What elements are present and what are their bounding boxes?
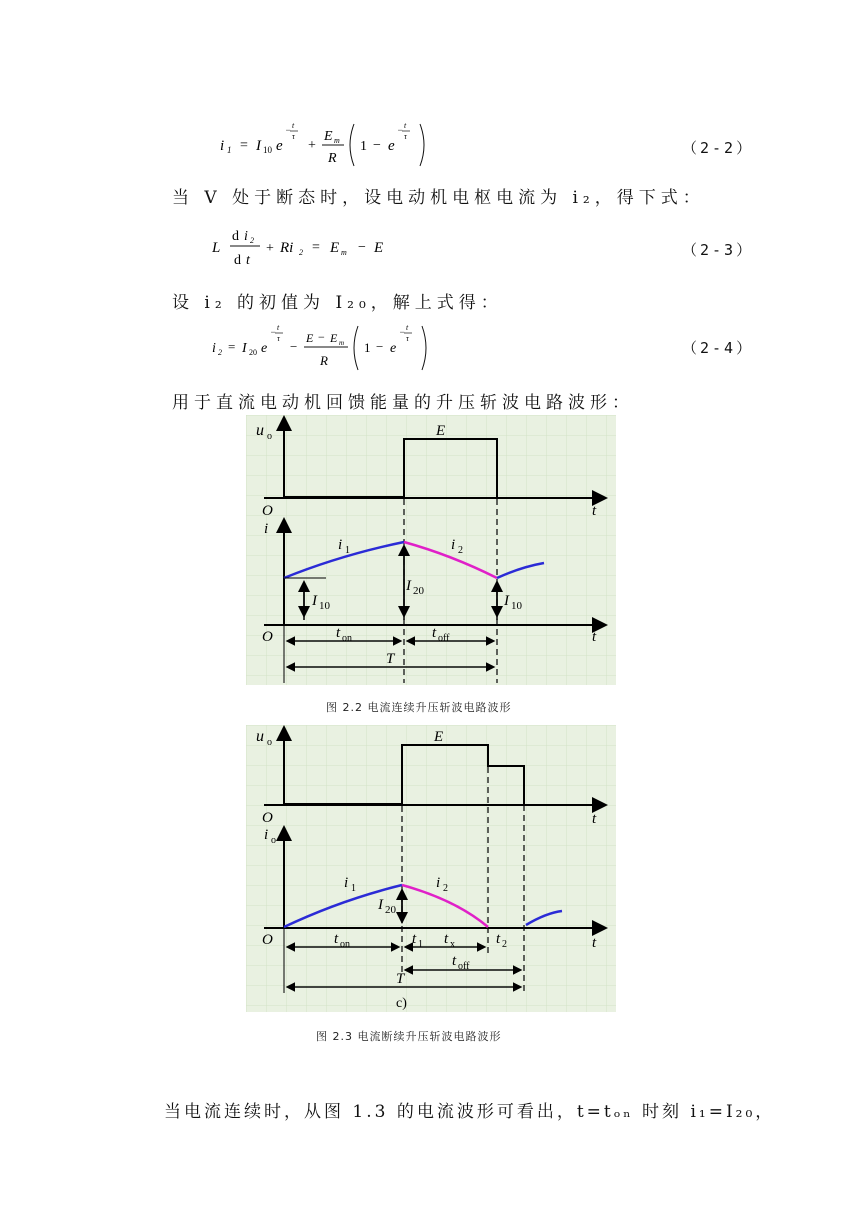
label-ton-sub: on (342, 633, 352, 644)
label-io-sub: o (271, 835, 276, 846)
label-ton: t (334, 931, 339, 947)
label-T: T (396, 971, 405, 987)
label-t: t (592, 811, 597, 827)
label-I10-sub: 10 (319, 600, 330, 612)
label-ton-sub: on (340, 939, 350, 950)
figure-caption: 图 2.2 电流连续升压斩波电路波形 (326, 701, 512, 714)
label-O: O (262, 932, 273, 948)
svg-text:1: 1 (360, 139, 367, 154)
svg-text:−: − (373, 138, 381, 153)
label-i2: i (436, 875, 441, 891)
label-I20: I (406, 578, 411, 594)
label-t: t (592, 503, 597, 519)
label-t1: t (412, 931, 417, 947)
label-O: O (262, 810, 273, 826)
equation-2-2-svg (220, 118, 480, 170)
svg-text:+: + (308, 138, 316, 153)
label-i1: i (344, 875, 349, 891)
svg-text:τ: τ (292, 132, 295, 141)
label-i1: i (338, 537, 343, 553)
label-i1-sub: 1 (345, 545, 350, 556)
label-uo: u (256, 728, 264, 745)
label-I10: I (312, 593, 317, 609)
label-t: t (592, 935, 597, 951)
svg-text:2: 2 (250, 236, 254, 245)
svg-text:e: e (261, 341, 268, 356)
svg-text:1: 1 (364, 340, 371, 355)
paragraph: 用于直流电动机回馈能量的升压斩波电路波形： (172, 393, 634, 413)
svg-text:−: − (397, 125, 404, 135)
svg-text:t: t (246, 253, 250, 268)
svg-text:τ: τ (404, 132, 407, 141)
svg-text:e: e (276, 138, 283, 154)
svg-text:−: − (285, 125, 292, 135)
label-E: E (434, 729, 444, 745)
svg-text:i: i (220, 138, 225, 154)
label-O: O (262, 629, 273, 645)
label-i2: i (451, 537, 456, 553)
label-E: E (436, 423, 446, 439)
svg-text:t: t (277, 323, 280, 332)
figure-2-3 (246, 725, 616, 1012)
equation-2-4-svg (212, 322, 452, 374)
label-i: i (264, 521, 269, 537)
svg-text:d: d (232, 229, 239, 244)
svg-text:τ: τ (277, 334, 280, 343)
label-I20: I (378, 897, 383, 913)
label-toff: t (452, 953, 457, 969)
svg-text:−: − (270, 327, 277, 337)
label-uo: u (256, 422, 264, 439)
label-t1-sub: 1 (418, 939, 423, 950)
label-c: c) (396, 996, 407, 1011)
svg-text:i: i (212, 341, 216, 356)
label-t: t (592, 629, 597, 645)
svg-text:+: + (266, 241, 274, 256)
label-tx-sub: x (450, 939, 455, 950)
svg-text:2: 2 (218, 348, 222, 357)
label-toff-sub: off (458, 961, 470, 972)
label-uo-sub: o (267, 431, 272, 442)
label-ton: t (336, 625, 341, 641)
figure-2-2-svg (246, 415, 616, 685)
svg-text:I: I (242, 341, 247, 356)
svg-text:1: 1 (227, 145, 232, 155)
svg-text:m: m (339, 339, 345, 347)
label-tx: t (444, 931, 449, 947)
svg-text:E: E (330, 331, 338, 345)
svg-text:−: − (399, 327, 406, 337)
svg-text:E: E (324, 129, 333, 144)
figure-2-3-svg (246, 725, 616, 1012)
figure-2-2 (246, 415, 616, 685)
svg-text:E: E (306, 331, 314, 345)
equation-2-3 (212, 222, 452, 272)
svg-text:=: = (228, 339, 236, 354)
svg-text:E: E (330, 240, 340, 256)
equation-2-2 (220, 118, 480, 170)
figure-caption: 图 2.3 电流断续升压斩波电路波形 (316, 1030, 502, 1043)
svg-text:R: R (328, 151, 337, 166)
svg-text:Ri: Ri (280, 240, 294, 256)
svg-text:−: − (376, 339, 384, 354)
svg-text:−: − (318, 330, 325, 344)
label-toff-sub: off (438, 633, 450, 644)
label-uo-sub: o (267, 737, 272, 748)
equation-2-4 (212, 322, 452, 374)
label-t2-sub: 2 (502, 939, 507, 950)
svg-text:d: d (234, 253, 241, 268)
equation-2-3-svg (212, 222, 452, 272)
equation-number: （2-3） (682, 241, 755, 259)
svg-text:m: m (341, 248, 347, 257)
svg-text:20: 20 (249, 348, 257, 357)
svg-text:I: I (256, 138, 261, 154)
paragraph: 设 i₂ 的初值为 I₂₀，解上式得： (172, 293, 503, 313)
svg-text:τ: τ (406, 334, 409, 343)
svg-text:10: 10 (263, 145, 272, 155)
svg-text:i: i (244, 229, 248, 244)
label-T: T (386, 651, 395, 667)
svg-text:t: t (406, 323, 409, 332)
svg-text:−: − (358, 240, 366, 255)
label-i2-sub: 2 (443, 883, 448, 894)
svg-text:=: = (240, 138, 248, 153)
svg-text:e: e (388, 138, 395, 154)
label-t2: t (496, 931, 501, 947)
svg-text:m: m (334, 136, 340, 145)
label-i2-sub: 2 (458, 545, 463, 556)
label-I10-sub: 10 (511, 600, 522, 612)
svg-text:−: − (290, 339, 298, 354)
svg-text:t: t (404, 121, 407, 130)
svg-text:R: R (320, 353, 328, 368)
equation-number: （2-2） (682, 139, 755, 157)
svg-text:e: e (390, 341, 397, 356)
label-O: O (262, 503, 273, 519)
label-I20-sub: 20 (385, 904, 396, 916)
svg-text:L: L (212, 240, 221, 256)
label-I20-sub: 20 (413, 585, 424, 597)
svg-text:t: t (292, 121, 295, 130)
equation-number: （2-4） (682, 339, 755, 357)
svg-text:E: E (374, 240, 384, 256)
paragraph: 当 V 处于断态时，设电动机电枢电流为 i₂，得下式： (172, 188, 705, 208)
paragraph: 当电流连续时，从图 1.3 的电流波形可看出，t=tₒₙ 时刻 i₁=I₂₀， (164, 1102, 776, 1122)
label-i1-sub: 1 (351, 883, 356, 894)
svg-text:=: = (312, 240, 320, 255)
label-io: i (264, 827, 269, 843)
label-toff: t (432, 625, 437, 641)
label-I10: I (504, 593, 509, 609)
svg-text:2: 2 (299, 248, 303, 257)
